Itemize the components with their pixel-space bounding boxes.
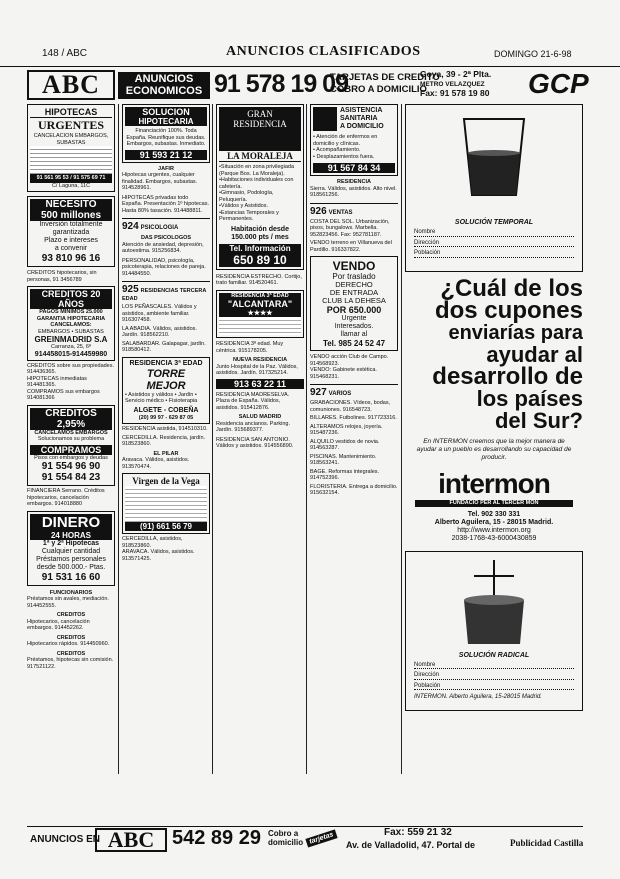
ad-fine-print	[30, 146, 112, 174]
footer-tarjetas-stamp: tarjetas	[305, 829, 337, 847]
ad-text: Inversión totalmente garantizada	[39, 221, 103, 236]
ad-heading: CREDITOS 2,95%	[30, 408, 112, 430]
section-title: VENTAS	[328, 209, 353, 216]
ad-heading: SALUD MADRID	[238, 414, 282, 420]
ad-vendo-club	[310, 256, 398, 351]
ad-heading: DAS PSICOLOGOS	[140, 235, 192, 241]
form-field-direccion[interactable]: Dirección	[414, 672, 574, 680]
ad-text: RESIDENCIA 3ª edad. Muy céntrica. 915178205.	[216, 341, 284, 354]
ad-text: VENDO acción Club de Campo. 914568923.	[310, 354, 389, 367]
coupon-form	[414, 229, 574, 258]
ad-phone: 91 561 95 53 / 91 575 69 71	[30, 174, 112, 183]
ad-text: llamar al	[340, 331, 368, 338]
intermon-website[interactable]: http://www.intermon.org	[457, 526, 531, 534]
ad-phone: 913 63 22 11	[216, 379, 304, 389]
ad-text: CANCELAMOS:	[50, 322, 92, 328]
section-title: PSICOLOGIA	[140, 225, 179, 231]
anuncios-label: ANUNCIOS	[134, 73, 194, 85]
ad-torre-mejor	[122, 357, 210, 425]
ad-text: ALGETE - COBEÑA	[133, 406, 199, 414]
intermon-account: 2038-1768-43-6000430859	[451, 534, 537, 542]
ad-text: SALABARDAR. Galapagar, jardín. 918580412.	[122, 340, 206, 353]
section-title: VARIOS	[328, 391, 352, 397]
section-927	[310, 384, 398, 398]
headline-line: los países	[476, 386, 583, 411]
ad-text: DERECHO	[335, 280, 373, 289]
ad-text: Préstamos sin avales, mediación. 914452555.	[27, 596, 109, 609]
ad-text: CERCEDILLA. Residencia, jardín. 918523860.	[122, 434, 206, 447]
ad-heading: ASISTENCIA	[340, 107, 383, 114]
ad-heading: A DOMICILIO	[340, 123, 384, 130]
ad-creditos-20	[27, 286, 115, 361]
ad-price: 150.000 pts / mes	[231, 233, 289, 241]
ad-alcantara	[216, 290, 304, 339]
ad-text: CLUB LA DEHESA	[322, 296, 386, 305]
section-title: ANUNCIOS CLASIFICADOS	[226, 44, 421, 59]
banner-address	[420, 70, 491, 99]
ad-text: GRABACIONES. Vídeos, bodas, comuniones. 916548723.	[310, 400, 391, 413]
headline-line: desarrollo de	[432, 363, 583, 390]
ad-heading: HIPOTECAS	[30, 107, 112, 118]
metro-label: METRO VELAZQUEZ	[420, 80, 485, 88]
headline	[405, 275, 583, 433]
ad-gran-residencia	[216, 104, 304, 270]
ad-text: PERSONALIDAD, psicología, psicoterapia, relaciones de pareja. 914484550.	[122, 257, 206, 277]
ad-bullet: •Válidos y Asistidos.	[219, 203, 269, 209]
ad-banner	[219, 107, 301, 151]
section-925	[122, 281, 210, 302]
ad-heading: RESIDENCIA	[233, 119, 287, 129]
ad-text: RESIDENCIA asistida, 914510310.	[122, 426, 208, 432]
ad-heading: RESIDENCIA 3ª EDAD	[219, 293, 301, 300]
ad-heading: RESIDENCIA	[337, 179, 371, 185]
ad-company: GREINMADRID S.A	[34, 335, 108, 344]
banner-phone: 91 578 19 09	[214, 70, 348, 98]
footer-fax: Fax: 559 21 32	[384, 827, 452, 838]
ad-heading: HIPOTECARIA	[125, 117, 207, 126]
ad-heading: TORRE	[146, 367, 186, 380]
ad-heading: CREDITOS	[56, 650, 86, 657]
section-926	[310, 203, 398, 217]
ad-text: ALQUILO vestidos de novia. 914563287.	[310, 438, 380, 451]
ad-text: CREDITOS hipotecarios, sin personas, 91 3456789	[27, 270, 97, 283]
ad-address: Carranza, 25, 6ª	[51, 344, 91, 350]
form-field-nombre[interactable]: Nombre	[414, 662, 574, 670]
fax-label: Fax: 91 578 19 80	[420, 88, 490, 98]
ad-text: HIPOTECAS inmediatas 914481365.	[27, 375, 87, 388]
water-well-icon	[444, 558, 544, 648]
ad-text: Atención de ansiedad, depresión, autoestima. 915256834.	[122, 241, 204, 254]
ad-fine-print	[125, 486, 207, 522]
footer-anuncios-en: ANUNCIOS EN	[30, 834, 101, 845]
ad-creditos-295	[27, 405, 115, 487]
ad-heading: JAFIR	[158, 165, 174, 172]
section-924	[122, 218, 210, 232]
ad-heading: CREDITOS	[56, 634, 86, 641]
ad-text: Solucionamos su problema	[37, 436, 105, 442]
ad-bullet: •Habitaciones individuales con cafetería.	[219, 177, 294, 190]
ad-text: 1ª y 2ª Hipotecas	[42, 539, 100, 547]
headline-line: enviarías para	[448, 322, 583, 344]
ad-heading: LA MORALEJA	[219, 151, 301, 162]
ad-text: HIPOTECAS privadas todo España. Presentación 1º hipotecas. Hasta 80% tasación. 914488811.	[122, 194, 210, 214]
ad-text: LOS PEÑASCALES. Válidos y asistidos, ambiente familiar. 916307458.	[122, 304, 197, 323]
ad-text: EMBARGOS • SUBASTAS	[38, 328, 104, 335]
ad-text: PISCINAS. Mantenimiento. 918563241.	[310, 453, 377, 466]
ad-text: FINANCIERA Serrano. Créditos hipotecarios, cancelación embargos. 914018880	[27, 488, 105, 507]
anuncios-economicos-box	[118, 72, 210, 99]
ad-text: Préstamos personales	[36, 555, 106, 563]
column-2	[122, 104, 210, 774]
ad-heading: CREDITOS	[56, 612, 86, 618]
section-number: 925	[122, 284, 139, 295]
ad-text: Cualquier cantidad	[41, 547, 101, 555]
coupon-solucion-radical	[405, 551, 583, 711]
column-rule	[212, 104, 213, 774]
column-rule	[401, 104, 402, 774]
ad-phone: 93 810 96 16	[41, 253, 101, 264]
footer-abc-logo: ABC	[95, 828, 167, 852]
column-4	[310, 104, 398, 774]
ad-heading: 24 HORAS	[30, 531, 112, 540]
ad-heading: GRAN	[247, 109, 273, 119]
abc-logo: ABC	[27, 70, 115, 100]
building-illustration	[221, 129, 299, 149]
ad-text: COMPRAMOS sus embargos 914081366	[27, 388, 100, 401]
ad-fine-print	[219, 317, 301, 335]
ad-phone: (91) 661 56 79	[125, 522, 207, 531]
ad-text: desde 500.000.- Ptas.	[36, 563, 106, 571]
ad-text: Tel. Información	[219, 244, 301, 253]
ad-virgen-vega	[122, 473, 210, 534]
ad-text: Hipotecarios, cancelación embargos. 914452262.	[27, 618, 90, 631]
ad-dinero	[27, 511, 115, 586]
ad-bullets	[313, 134, 395, 160]
ad-text: ALTERAMOS relojes, joyería. 915487236.	[310, 423, 383, 436]
ad-text: Hipotecas urgentes, cualquier finalidad. Embargos, subastas. 914528961.	[122, 172, 198, 191]
ad-text: CERCEDILLA, asistidos, 918523860.	[122, 536, 183, 549]
ad-text: BAGE. Reformas integrales. 914752396.	[310, 468, 380, 481]
ad-text: Interesados.	[334, 323, 374, 330]
ad-bullet: • Acompañamiento.	[313, 147, 361, 153]
page-number: 148 / ABC	[42, 48, 88, 59]
ad-phone: 91 593 21 12	[125, 150, 207, 160]
ad-text: FLORISTERIA. Entrega a domicilio. 915632154.	[310, 483, 398, 496]
ad-text: DE ENTRADA	[329, 288, 379, 297]
rating-stars: ★★★★	[219, 309, 301, 317]
ad-heading: 500 millones	[30, 210, 112, 221]
asistencia-logo-icon	[313, 107, 337, 131]
intermon-address: Alberto Aguilera, 15 - 28015 Madrid.	[434, 518, 554, 526]
ad-text: ARAVACA. Válidos, asistidos. 913571425.	[122, 549, 195, 562]
ad-phone: 91 567 84 34	[313, 163, 395, 173]
section-title: RESIDENCIAS TERCERA EDAD	[122, 288, 207, 302]
ad-text: Aravaca. Válidos, asistidos. 913570474.	[122, 457, 190, 470]
form-field-nombre[interactable]: Nombre	[414, 229, 574, 237]
ad-heading: COMPRAMOS	[30, 445, 112, 455]
tarjetas-label: TARJETAS DE CREDITO	[330, 72, 440, 83]
ad-phone: (20) 99 97 - 629 87 05	[138, 414, 194, 421]
form-field-poblacion[interactable]: Población	[414, 250, 574, 258]
ad-text: Habitación desde	[231, 225, 289, 233]
headline-line: ayudar al	[486, 342, 583, 367]
ad-text: COSTA DEL SOL. Urbanización, pisos, bungalows. Marbella. 952823456. Fax: 952781187.	[310, 218, 390, 238]
ad-text: Plazo e intereses	[44, 237, 98, 244]
ad-heading: NECESITO	[30, 199, 112, 210]
ad-phone: 91 554 96 90	[41, 461, 101, 472]
ad-solucion-hipotecaria	[122, 104, 210, 163]
ad-text: BILLARES. Futbolines. 917723316.	[310, 415, 397, 421]
ad-text: CANCELAMOS EMBARGOS	[34, 429, 108, 436]
ad-text: VENDO terreno en Villanueva del Pardillo. 916337822.	[310, 240, 392, 253]
ad-bullet: •Situación en zona privilegiada (Parque Bos. La Moraleja).	[219, 164, 295, 177]
ad-body-text: En INTERMON creemos que la mejor manera de ayudar a un pueblo es desarrollando su capacidad de producir.	[416, 438, 572, 461]
ad-text: Junto Hospital de la Paz. Válidos, asistidos. Jardín. 917325214.	[216, 363, 298, 376]
ad-heading: MEJOR	[146, 379, 186, 392]
ad-text: Préstamos, hipotecas sin comisión. 917521122.	[27, 657, 114, 670]
ad-heading: CREDITOS 20 AÑOS	[30, 289, 112, 309]
ad-phone: 91 531 16 60	[41, 571, 101, 583]
ad-heading: VENDO	[332, 259, 376, 273]
footer-publicidad: Publicidad Castilla	[510, 838, 584, 848]
ad-text: Pisos con embargos y deudas	[34, 454, 108, 461]
ad-text: RESIDENCIA SAN ANTONIO. Válidos y asistidos. 914556890.	[216, 436, 294, 449]
ad-hipotecas-urgentes	[27, 104, 115, 192]
ad-phone: 914458015-914459980	[34, 350, 108, 358]
economicos-label: ECONOMICOS	[125, 85, 203, 97]
intermon-logo: intermon	[438, 468, 550, 499]
column-5-intermon-ad	[405, 104, 583, 774]
headline-line: ¿Cuál de los	[440, 275, 583, 302]
ad-price: POR 650.000	[326, 305, 382, 315]
section-number: 924	[122, 221, 139, 232]
coupon-footer: INTERMON. Alberto Aguilera, 15-28015 Madrid.	[414, 694, 542, 700]
ad-phone: 650 89 10	[219, 253, 301, 267]
ad-phone: Tel. 985 24 52 47	[322, 339, 386, 348]
ad-text: Residencia ancianos. Parking. Jardín. 915689377.	[216, 420, 290, 433]
footer-phone: 542 89 29	[172, 827, 261, 849]
footer-domicilio-label: domicilio	[268, 838, 304, 847]
ad-text: Financiación 100%. Toda España. Reunifique sus deudas. Embargos, subastas. Inmediato.	[126, 128, 206, 147]
form-field-poblacion[interactable]: Población	[414, 683, 574, 691]
ad-text: Por traslado	[332, 272, 376, 281]
column-3	[216, 104, 304, 774]
ad-bullet: •Gimnasio, Podología, Peluquería.	[219, 190, 274, 203]
ad-bullet: • Desplazamientos fuera.	[313, 153, 375, 160]
column-rule	[306, 104, 307, 774]
coupon-title: SOLUCIÓN TEMPORAL	[454, 219, 534, 226]
ad-bullet: • Atención de enfermos en domicilio y clínicas.	[313, 134, 378, 147]
ad-text: CREDITOS sobre sus propiedades. 914436365.	[27, 362, 115, 375]
ad-text: • Asistidos y válidos • Jardín • Servicio médico • Fisioterapia	[125, 391, 198, 404]
ad-heading: NUEVA RESIDENCIA	[232, 357, 288, 363]
issue-date: DOMINGO 21-6-98	[494, 49, 572, 59]
ad-heading: DINERO	[30, 514, 112, 531]
ad-address: C/ Laguna, 11C	[51, 182, 91, 189]
ad-text: PAGOS MINIMOS 25.000	[39, 309, 103, 315]
ad-text: a convenir	[54, 245, 88, 252]
form-field-direccion[interactable]: Dirección	[414, 240, 574, 248]
ad-heading: EL PILAR	[153, 450, 179, 457]
ad-text: VENDO: Gabinete estética. 915468231.	[310, 367, 377, 380]
ad-text: Hipotecarios rápidos. 914450960.	[27, 641, 110, 647]
glass-of-water-icon	[444, 113, 544, 203]
headline-line: del Sur?	[494, 408, 583, 433]
ad-bullet: •Estancias Temporales y Permanentes.	[219, 209, 279, 222]
coupon-solucion-temporal	[405, 104, 583, 272]
cobro-label: COBRO A DOMICILIO	[330, 84, 427, 95]
ad-text: Sierra. Válidos, asistidos. Alto nivel. 918561256.	[310, 185, 397, 198]
coupon-title: SOLUCIÓN RADICAL	[458, 651, 530, 659]
column-1	[27, 104, 115, 774]
ad-text: GARANTIA HIPOTECARIA	[36, 315, 106, 322]
footer-cobro-label: Cobro a	[268, 829, 299, 838]
ad-heading: URGENTES	[37, 118, 105, 132]
ad-bullets	[219, 164, 301, 223]
coupon-form	[414, 662, 574, 701]
footer-cobro	[268, 829, 303, 847]
ad-heading: Virgen de la Vega	[132, 476, 200, 486]
ad-heading: FUNCIONARIOS	[49, 589, 93, 596]
ad-heading-group	[340, 107, 384, 131]
ad-text: RESIDENCIA MADRESELVA. Plaza de España. Válidos, asistidos. 915412876.	[216, 391, 290, 411]
ad-heading: SANITARIA	[340, 115, 378, 122]
ad-asistencia-sanitaria	[310, 104, 398, 176]
ad-phone: 91 554 84 23	[41, 472, 101, 483]
section-number: 926	[310, 205, 327, 217]
headline-line: dos cupones	[434, 297, 583, 324]
ad-heading: SOLUCION	[125, 107, 207, 117]
intermon-subtitle: FUNDACIÓ PER AL TERCER MÓN	[415, 500, 573, 507]
column-rule	[118, 104, 119, 774]
ad-heading: "ALCANTARA"	[219, 299, 301, 309]
gcp-logo: GCP	[528, 68, 589, 99]
footer-address: Av. de Valladolid, 47. Portal de	[346, 840, 476, 850]
ad-text: Urgente	[341, 315, 367, 322]
ad-text: CANCELACION EMBARGOS, SUBASTAS	[33, 133, 109, 146]
ad-necesito	[27, 196, 115, 267]
ad-header-row	[313, 107, 395, 131]
section-number: 927	[310, 387, 327, 398]
ad-text: LA ABADIA. Válidos, asistidos. Jardín. 918562210.	[122, 325, 197, 338]
goya-address: Goya, 39 - 2ª Plta.	[420, 69, 492, 79]
intermon-phone: Tel. 902 330 331	[467, 510, 521, 518]
ad-heading: RESIDENCIA 3ª EDAD	[129, 359, 203, 367]
ad-text: RESIDENCIA ESTRECHO. Cortijo, trato familiar. 914520461.	[216, 273, 302, 286]
